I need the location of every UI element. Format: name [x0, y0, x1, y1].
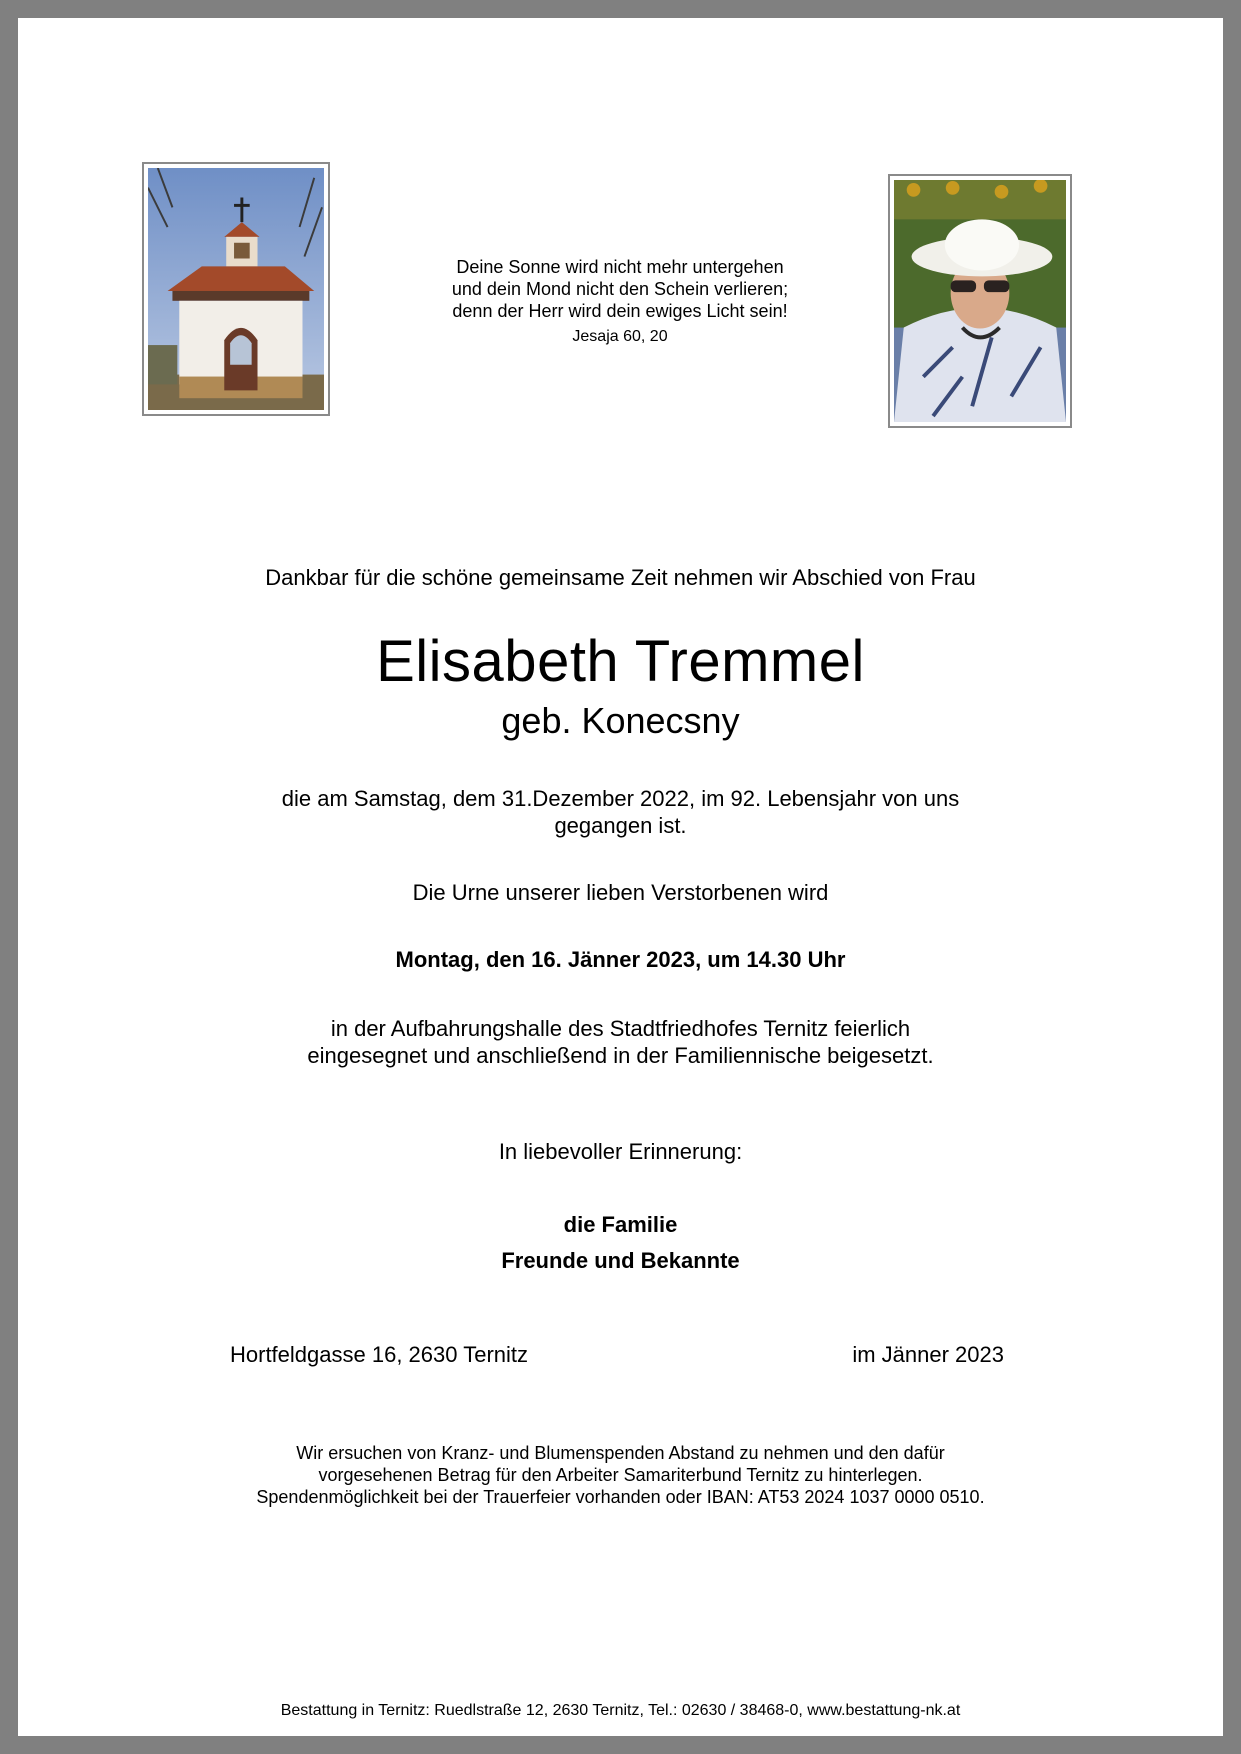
ceremony-place-line: in der Aufbahrungshalle des Stadtfriedhofes Ternitz feierlich: [330, 1016, 911, 1041]
death-notice-line: gegangen ist.: [554, 813, 687, 838]
deceased-name: Elisabeth Tremmel: [376, 629, 865, 694]
verse-reference: Jesaja 60, 20: [572, 328, 668, 345]
funeral-home-footer: Bestattung in Ternitz: Ruedlstraße 12, 2630 Ternitz, Tel.: 02630 / 38468-0, www.bestattung-nk.at: [280, 1702, 961, 1719]
verse-line: denn der Herr wird dein ewiges Licht sein!: [452, 301, 788, 321]
family-address: Hortfeldgasse 16, 2630 Ternitz: [230, 1342, 528, 1367]
ceremony-place: [0, 1015, 1241, 1069]
donation-note: [0, 1442, 1241, 1508]
birth-name: geb. Konecsny: [501, 700, 740, 741]
donation-note-line: Wir ersuchen von Kranz- und Blumenspenden Abstand zu nehmen und den dafür: [296, 1443, 945, 1463]
mourner-line: Freunde und Bekannte: [501, 1248, 740, 1273]
death-notice-line: die am Samstag, dem 31.Dezember 2022, im 92. Lebensjahr von uns: [281, 786, 960, 811]
mourners: [0, 1207, 1241, 1279]
notice-date: im Jänner 2023: [852, 1342, 1004, 1367]
chapel-image: [148, 168, 324, 410]
chapel-photo: [142, 162, 330, 416]
portrait-photo: [888, 174, 1072, 428]
ceremony-place-line: eingesegnet und anschließend in der Familiennische beigesetzt.: [307, 1043, 934, 1068]
death-notice: [0, 785, 1241, 839]
verse: [400, 256, 840, 346]
memory-heading: In liebevoller Erinnerung:: [498, 1139, 743, 1164]
urn-intro: Die Urne unserer lieben Verstorbenen wird: [412, 880, 829, 905]
portrait-image: [894, 180, 1066, 422]
donation-note-line: Spendenmöglichkeit bei der Trauerfeier vorhanden oder IBAN: AT53 2024 1037 0000 0510.: [256, 1487, 985, 1507]
verse-line: Deine Sonne wird nicht mehr untergehen: [456, 257, 784, 277]
ceremony-date: Montag, den 16. Jänner 2023, um 14.30 Uhr: [395, 947, 846, 972]
farewell-intro: Dankbar für die schöne gemeinsame Zeit nehmen wir Abschied von Frau: [265, 565, 976, 590]
donation-note-line: vorgesehenen Betrag für den Arbeiter Samariterbund Ternitz zu hinterlegen.: [318, 1465, 923, 1485]
verse-line: und dein Mond nicht den Schein verlieren;: [451, 279, 789, 299]
mourner-line: die Familie: [563, 1212, 678, 1237]
